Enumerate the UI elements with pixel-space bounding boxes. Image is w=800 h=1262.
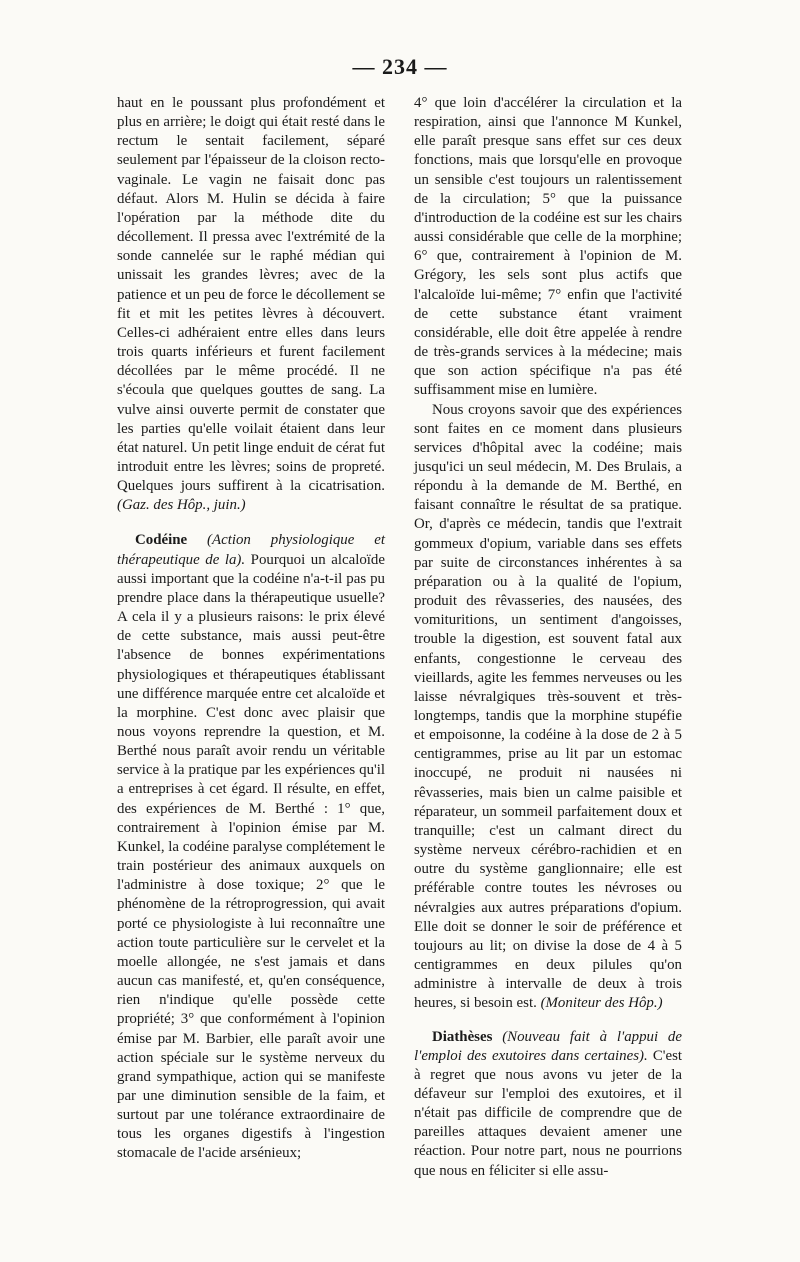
operation-text: haut en le poussant plus profondément et plus en arrière; le doigt qui était resté dans le rectum le sentait facilement, séparé seulement par l'épaisseur de la cloison recto-vaginale. Le vagin ne faisait donc pas défaut. Alors M. Hulin se décida à faire l'opération par la méthode dite du décollement. Il pressa avec l'extrémité de la sonde cannelée sur le raphé médian qui unissait les grandes lèvres; avec de la patience et un peu de force le décollement se fit et mit les petites lèvres à découvert. Celles-ci adhéraient entre elles dans leurs trois quarts inférieurs et furent facilement décollées par le même procédé. Il ne s'écoula que quelques gouttes de sang. La vulve ainsi ouverte permit de constater que les parties qu'elle voilait étaient dans leur état naturel. Un petit linge enduit de cérat fut introduit entre les lèvres; soins de propreté. Quelques jours suffirent à la cicatrisation.	[117, 95, 385, 495]
right-column	[414, 94, 682, 1181]
left-column	[117, 94, 385, 1164]
codeine-observations-text: Nous croyons savoir que des expériences sont faites en ce moment dans plusieurs services d'hôpital avec la codéine; mais jusqu'ici un seul médecin, M. Des Brulais, a répondu à la demande de M. Berthé, en faisant connaître le résultat de sa pratique. Or, d'après ce médecin, tandis que l'extrait gommeux d'opium, variable dans ses effets par suite de circonstances inhérentes à sa préparation ou à la qualité de l'opium, produit des rêvasseries, des nausées, des vomituritions, un sentiment d'angoisses, trouble la digestion, est souvent fatal aux enfants, congestionne le cerveau des vieillards, agite les femmes nerveuses ou les laisse névralgiques très-souvent et très-longtemps, tandis que la morphine stupéfie et empoisonne, la codéine à la dose de 2 à 5 centigrammes, prise au lit par un estomac inoccupé, ne produit ni nausées ni rêvasseries, mais bien un calme paisible et réparateur, un sommeil parfaitement doux et tranquille; c'est un calmant direct du système nerveux cérébro-rachidien et en outre du système ganglionnaire; elle est préférable contre toutes les névroses ou névralgies aux autres préparations d'opium. Elle doit se donner le soir de préférence et toujours au lit; on divise la dose de 4 à 5 centigrammes en deux pilules qu'on administre à intervalle de deux à trois heures, si besoin est.	[414, 401, 682, 1012]
diatheses-subtitle: (Nouveau fait à l'appui de l'emploi des exutoires dans certaines).	[414, 1028, 682, 1064]
codeine-continuation: 4° que loin d'accélérer la circulation et la respiration, ainsi que l'annonce M Kunkel, elle paraît presque sans effet sur ces deux fonctions, mais que lorsqu'elle en provoque un sensible c'est toujours un ralentissement de la circulation; 5° que la puissance d'introduction de la codéine est sur les chairs aussi considérable que celle de la morphine; 6° que, contrairement à l'opinion de M. Grégory, les sels sont plus actifs que l'alcaloïde lui-même; 7° enfin que l'activité de cette substance étant vraiment considérable, elle doit être appelée à rendre de très-grands services à la médecine; mais que son action spécifique n'a pas été suffisamment mise en lumière.	[414, 95, 682, 399]
section-gap	[117, 515, 385, 531]
gazette-source: (Gaz. des Hôp., juin.)	[117, 497, 246, 514]
page-number: — 234 —	[352, 54, 448, 79]
diatheses-title: Diathèses	[432, 1028, 493, 1045]
section-gap	[414, 1014, 682, 1028]
moniteur-source: (Moniteur des Hôp.)	[540, 995, 663, 1012]
codeine-body: Pourquoi un alcaloïde aussi important que la codéine n'a-t-il pas pu prendre place dans la thérapeutique usuelle? A cela il y a plusieurs raisons: le prix élevé de cette substance, mais aussi peut-être l'absence de bonnes expérimentations physiologiques et thérapeutiques établissant une différence marquée entre cet alcaloïde et la morphine. C'est donc avec plaisir que nous voyons reprendre la question, et M. Berthé nous paraît avoir rendu un véritable service à la pratique par les expériences qu'il a entreprises à cet égard. Il résulte, en effet, des expériences de M. Berthé : 1° que, contrairement à l'opinion émise par M. Kunkel, la codéine paralyse complétement le train postérieur des animaux auxquels on l'administre à dose toxique; 2° que le phénomène de la rétroprogression, qui avait porté ce physiologiste à lui reconnaître une action toute particulière sur le cervelet et la moelle allongée, ne s'est jamais et dans aucun cas manifesté, et, qu'en conséquence, rien n'indique qu'elle possède cette propriété; 3° que conformément à l'opinion émise par M. Barbier, elle paraît avoir une action spéciale sur le système nerveux du grand sympathique, action qui se manifeste par une diminution sensible de la faim, et surtout par une tolérance extraordinaire de tous les organes digestifs à l'ingestion stomacale de l'acide arsénieux;	[117, 551, 385, 1162]
diatheses-entry	[414, 1028, 682, 1181]
diatheses-body: C'est à regret que nous avons vu jeter de la défaveur sur l'emploi des exutoires, et il n'était pas difficile de comprendre que de pareilles attaques devaient amener une réaction. Pour notre part, nous ne pourrions que nous en féliciter si elle assu-	[414, 1047, 682, 1179]
codeine-entry	[117, 531, 385, 1163]
operation-paragraph	[117, 94, 385, 515]
codeine-observations-paragraph	[414, 401, 682, 1014]
codeine-title: Codéine	[135, 532, 188, 549]
codeine-subtitle: (Action physiologique et thérapeutique de la).	[117, 532, 385, 568]
